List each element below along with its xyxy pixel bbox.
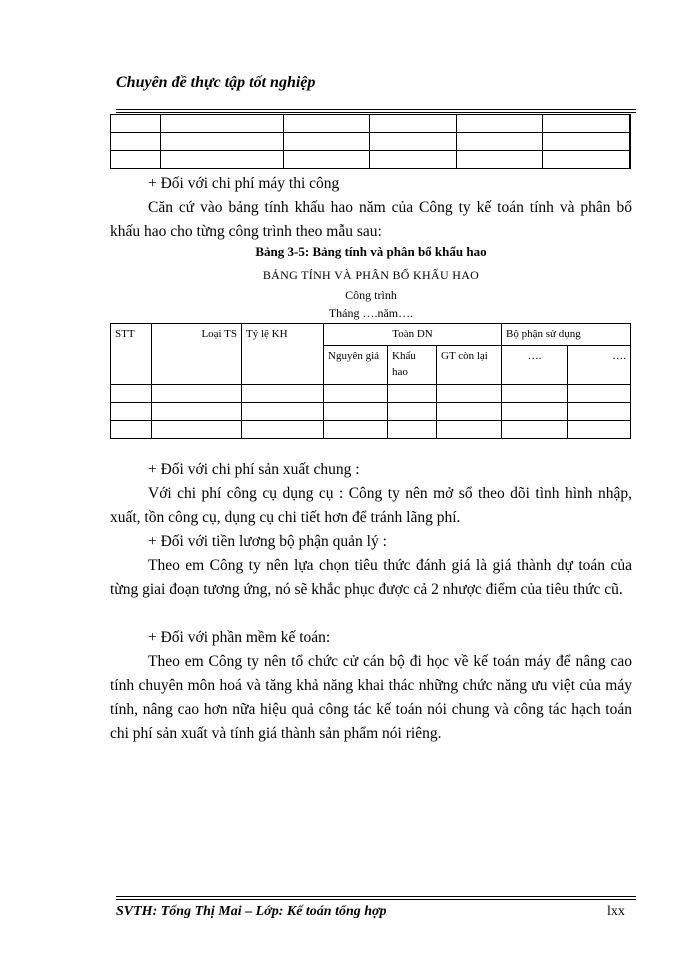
section-machine-heading: + Đối với chi phí máy thi công bbox=[148, 175, 340, 192]
header-bo-phan: Bộ phận sử dụng bbox=[502, 324, 631, 346]
section-general-heading: + Đối với chi phí sản xuất chung : bbox=[148, 461, 360, 478]
sub-dots-2: …. bbox=[568, 345, 631, 384]
table-row bbox=[111, 151, 631, 169]
sub-nguyen-gia: Nguyên giá bbox=[324, 345, 388, 384]
table-row bbox=[111, 133, 631, 151]
table-row bbox=[111, 402, 631, 420]
para-software: Theo em Công ty nên tổ chức cử cán bộ đi học về kế toán máy để nâng cao tính chuyên môn hoá và tăng khả năng khai thác những chức năng ưu việt của máy tính, nâng cao hơn nữa hiệu quả công tác kế toán nói chung và công tác hạch toán chi phí sản xuất và tính giá thành sản phẩm nói riêng. bbox=[110, 653, 632, 742]
footer-rule-thin bbox=[116, 896, 636, 897]
page-number: lxx bbox=[607, 904, 625, 919]
header-ty-le-kh: Tỷ lệ KH bbox=[242, 324, 324, 385]
depreciation-table bbox=[110, 323, 631, 439]
footer-author: SVTH: Tống Thị Mai – Lớp: Kế toán tổng hợp bbox=[116, 904, 387, 919]
table-row bbox=[111, 115, 631, 133]
continued-table bbox=[110, 114, 631, 169]
page-header-title: Chuyên đề thực tập tốt nghiệp bbox=[116, 74, 316, 91]
sub-gt-con-lai: GT còn lại bbox=[437, 345, 502, 384]
header-rule-thin bbox=[116, 112, 636, 113]
sub-dots-1: …. bbox=[502, 345, 568, 384]
footer-rule bbox=[116, 899, 636, 900]
header-stt: STT bbox=[111, 324, 152, 385]
para-machine: Căn cứ vào bảng tính khấu hao năm của Công ty kế toán tính và phân bổ khấu hao cho từng công trình theo mẫu sau: bbox=[110, 199, 632, 240]
table-row bbox=[111, 420, 631, 438]
header-rule bbox=[116, 109, 636, 110]
header-loai-ts: Loại TS bbox=[152, 324, 242, 385]
table-caption: Bảng 3-5: Bảng tính và phân bổ khấu hao bbox=[255, 244, 487, 259]
section-software-heading: + Đối với phần mềm kế toán: bbox=[148, 629, 331, 646]
header-toan-dn: Toàn DN bbox=[324, 324, 502, 346]
table-title: BẢNG TÍNH VÀ PHÂN BỔ KHẤU HAO bbox=[262, 268, 480, 282]
table-header-row bbox=[111, 324, 631, 346]
table-date: Tháng ….năm…. bbox=[328, 306, 414, 320]
table-subtitle: Công trình bbox=[345, 288, 397, 302]
para-general: Với chi phí công cụ dụng cụ : Công ty nên mở sổ theo dõi tình hình nhập, xuất, tồn công cụ, dụng cụ chi tiết hơn để tránh lãng phí. bbox=[110, 485, 632, 526]
section-salary-heading: + Đối với tiền lương bộ phận quản lý : bbox=[148, 533, 387, 550]
para-salary: Theo em Công ty nên lựa chọn tiêu thức đánh giá là giá thành dự toán của từng giai đoạn tương ứng, nó sẽ khắc phục được cả 2 nhược điểm của tiêu thức cũ. bbox=[110, 557, 632, 598]
table-row bbox=[111, 384, 631, 402]
sub-khau-hao: Khấu hao bbox=[388, 345, 437, 384]
